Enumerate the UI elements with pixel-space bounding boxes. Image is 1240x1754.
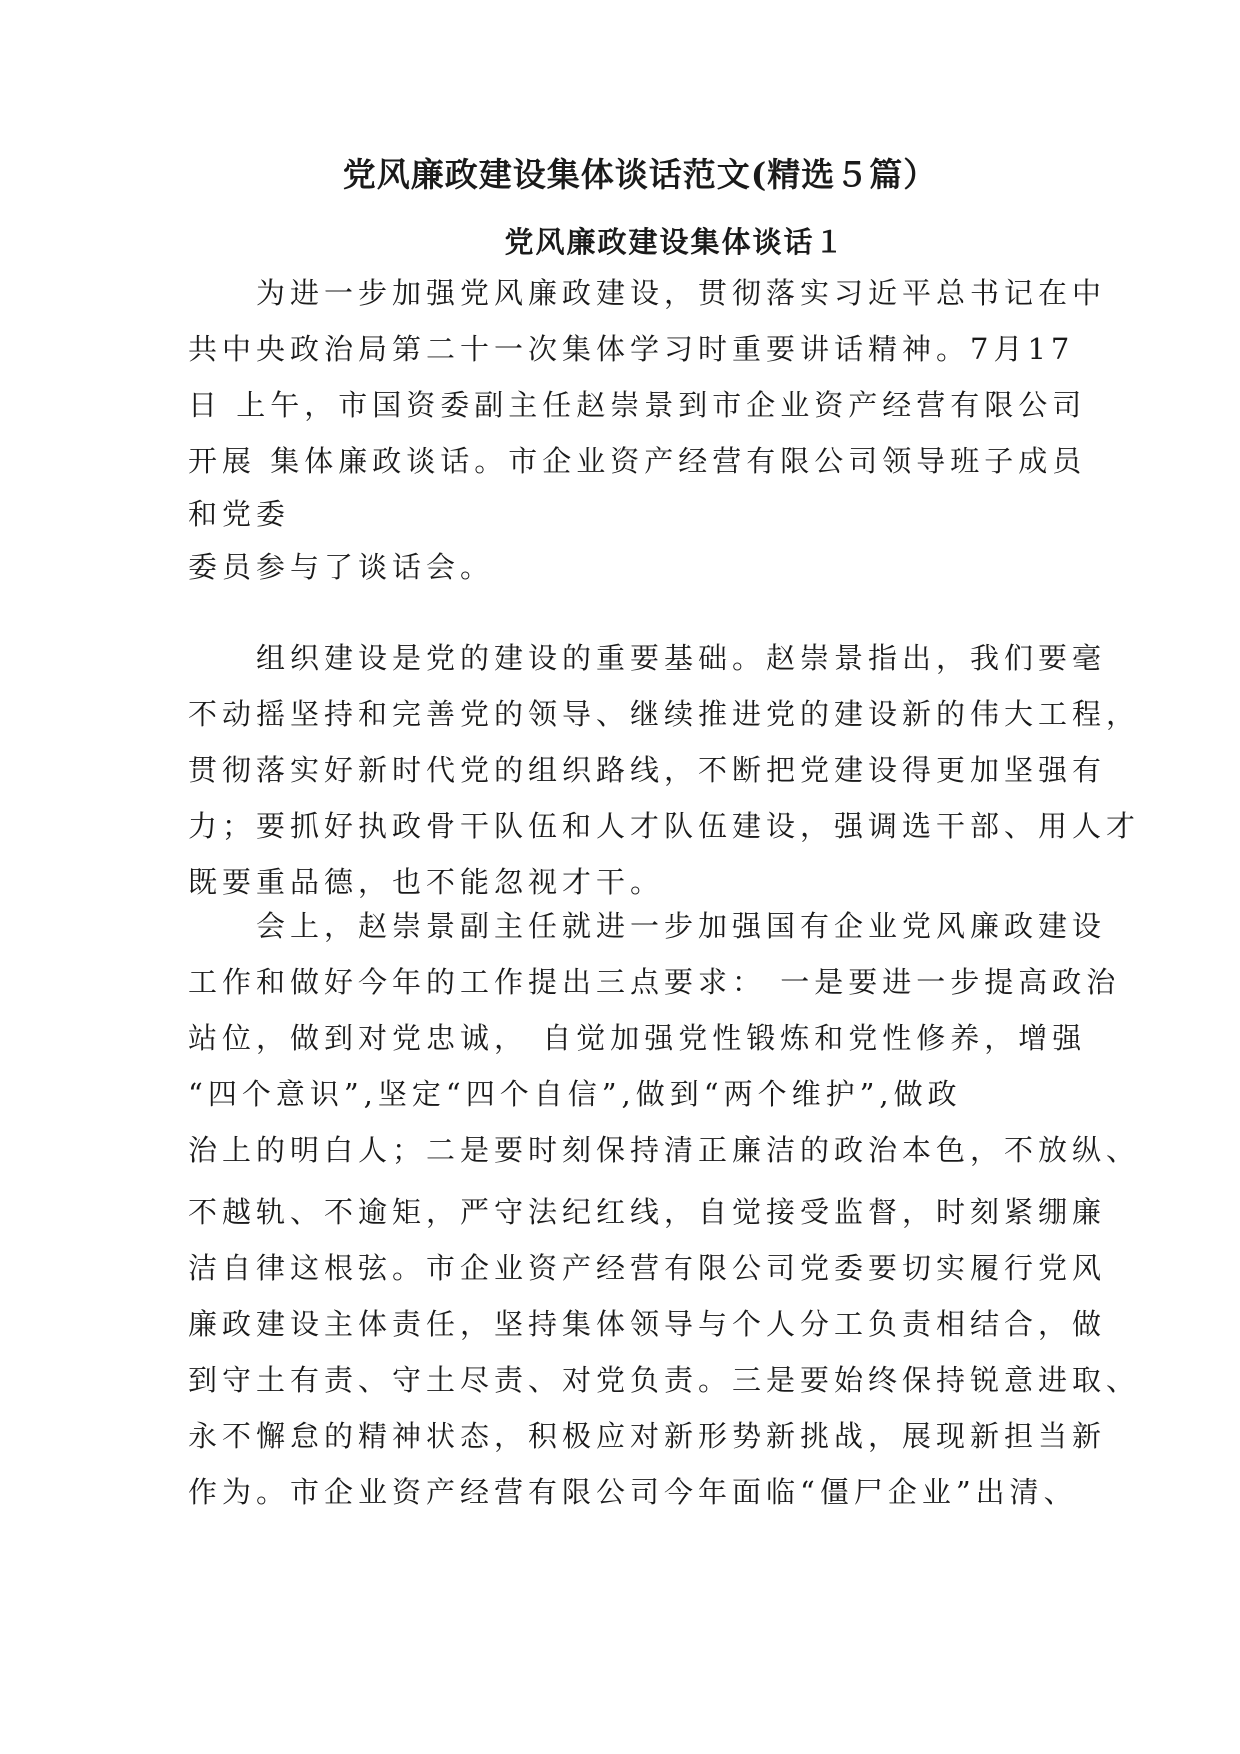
paragraph-line: 工作和做好今年的工作提出三点要求： 一是要进一步提高政治 [188, 965, 1121, 999]
paragraph-line: 组织建设是党的建设的重要基础。赵崇景指出，我们要毫 [256, 641, 1107, 675]
paragraph-line: 和党委 [188, 497, 291, 531]
paragraph-line: 不越轨、不逾矩，严守法纪红线，自觉接受监督，时刻紧绷廉 [188, 1195, 1107, 1229]
paragraph-line: 贯彻落实好新时代党的组织路线，不断把党建设得更加坚强有 [188, 753, 1107, 787]
paragraph-line: 站位，做到对党忠诚， 自觉加强党性锻炼和党性修养，增强 [188, 1021, 1087, 1055]
paragraph-line: 永不懈怠的精神状态，积极应对新形势新挑战，展现新担当新 [188, 1419, 1107, 1453]
paragraph-line: 既要重品德，也不能忽视才干。 [188, 865, 665, 899]
paragraph-1 [188, 265, 1107, 595]
paragraph-3 [188, 898, 1141, 1520]
document-subtitle: 党风廉政建设集体谈话１ [504, 225, 846, 259]
paragraph-line: 洁自律这根弦。市企业资产经营有限公司党委要切实履行党风 [188, 1251, 1107, 1285]
paragraph-line: 作为。市企业资产经营有限公司今年面临“僵尸企业”出清、 [188, 1475, 1078, 1509]
paragraph-line: 日 上午，市国资委副主任赵崇景到市企业资产经营有限公司 [188, 388, 1087, 422]
paragraph-line: 共中央政治局第二十一次集体学习时重要讲话精神。7月17 [188, 332, 1075, 366]
paragraph-line: 不动摇坚持和完善党的领导、继续推进党的建设新的伟大工程， [188, 697, 1141, 731]
paragraph-line: 廉政建设主体责任，坚持集体领导与个人分工负责相结合，做 [188, 1307, 1107, 1341]
paragraph-line: 开展 集体廉政谈话。市企业资产经营有限公司领导班子成员 [188, 444, 1087, 478]
paragraph-line: 会上，赵崇景副主任就进一步加强国有企业党风廉政建设 [256, 909, 1107, 943]
paragraph-line: 力；要抓好执政骨干队伍和人才队伍建设，强调选干部、用人才 [188, 809, 1141, 843]
document-title: 党风廉政建设集体谈话范文(精选５篇） [342, 155, 938, 194]
paragraph-2 [188, 630, 1141, 910]
paragraph-line: 委员参与了谈话会。 [188, 550, 495, 584]
paragraph-line: 到守土有责、守土尽责、对党负责。三是要始终保持锐意进取、 [188, 1363, 1141, 1397]
paragraph-line: 为进一步加强党风廉政建设，贯彻落实习近平总书记在中 [256, 276, 1107, 310]
paragraph-line: “四个意识”,坚定“四个自信”,做到“两个维护”,做政 [188, 1077, 962, 1111]
paragraph-line: 治上的明白人；二是要时刻保持清正廉洁的政治本色，不放纵、 [188, 1133, 1141, 1167]
